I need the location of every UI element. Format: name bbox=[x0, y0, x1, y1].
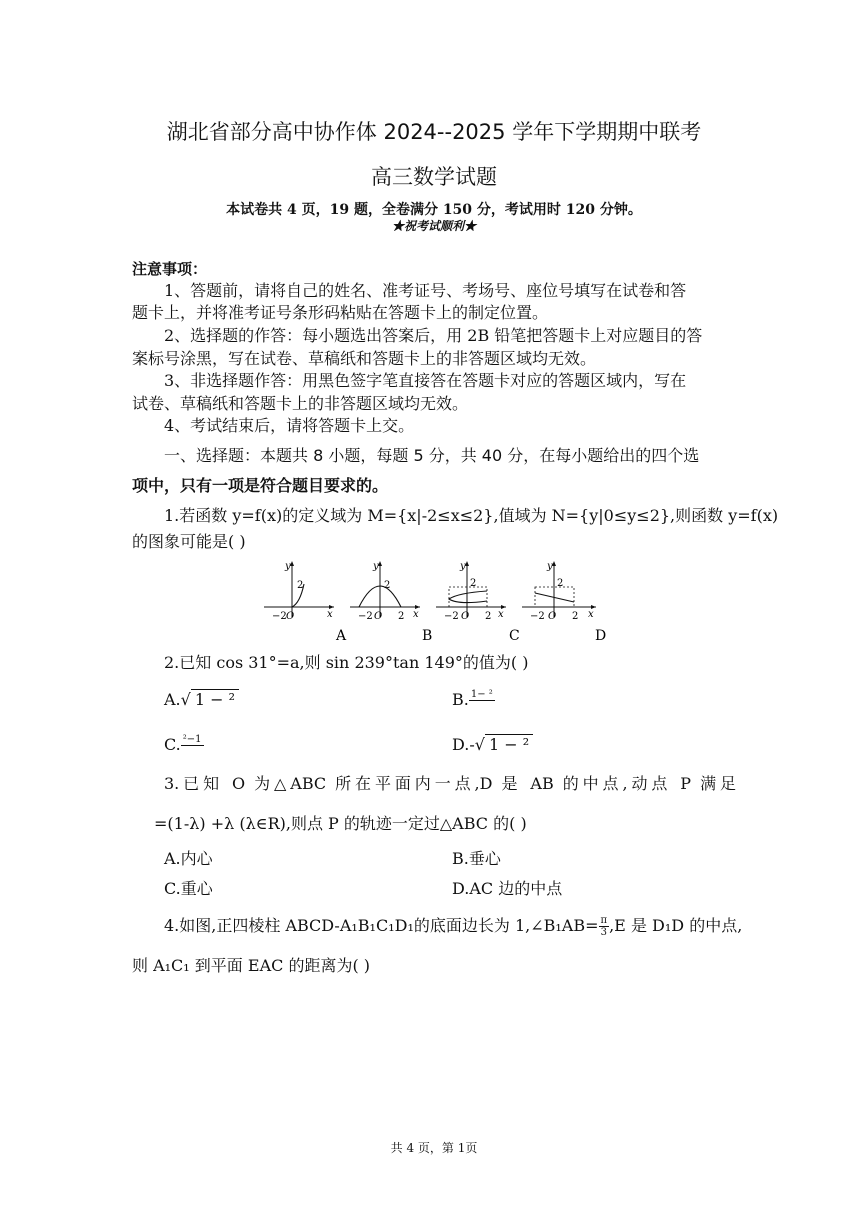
q1-stem-line-1: 1.若函数 y=f(x)的定义域为 M={x|-2≤x≤2},值域为 N={y|0≤y≤2},则函数 y=f(x) bbox=[164, 506, 779, 525]
q4-stem-line-2: 则 A₁C₁ 到平面 EAC 的距离为( ) bbox=[132, 956, 371, 975]
graph-d-tick-pos2: 2 bbox=[572, 611, 579, 622]
q2-option-b-prefix: B. bbox=[452, 690, 469, 709]
q4-angle-numerator: π bbox=[600, 915, 608, 926]
q2-stem: 2.已知 cos 31°=a,则 sin 239°tan 149°的值为( ) bbox=[164, 653, 529, 672]
graph-c-label: C bbox=[509, 628, 520, 644]
q2-option-a bbox=[164, 689, 239, 711]
exam-wish: ★祝考试顺利★ bbox=[391, 219, 476, 233]
graph-b-tick-neg2: −2 bbox=[358, 611, 373, 622]
q3-stem-line-2: =(1-λ) +λ (λ∈R),则点 P 的轨迹一定过△ABC 的( ) bbox=[154, 814, 527, 833]
graph-a-x-label: x bbox=[327, 609, 333, 620]
note-1-line-2: 题卡上，并将准考证号条形码粘贴在答题卡上的制定位置。 bbox=[132, 303, 549, 322]
graph-c-y-label: y bbox=[460, 561, 466, 572]
graph-a bbox=[264, 561, 347, 644]
graph-c-tick-pos2: 2 bbox=[485, 611, 492, 622]
graph-d-tick-neg2: −2 bbox=[530, 611, 545, 622]
note-2-line-2: 案标号涂黑，写在试卷、草稿纸和答题卡上的非答题区域均无效。 bbox=[132, 349, 597, 368]
q2-option-d-prefix: D.- bbox=[452, 735, 475, 754]
note-1-line-1: 1、答题前，请将自己的姓名、准考证号、考场号、座位号填写在试卷和答 bbox=[164, 281, 687, 300]
graph-d-label: D bbox=[595, 628, 607, 644]
graph-a-origin: O bbox=[286, 611, 295, 622]
q2-option-c bbox=[164, 734, 204, 757]
radical-icon: √ bbox=[474, 735, 485, 754]
q2-option-b-numerator: 1− ² bbox=[470, 689, 493, 700]
q4-stem-part-a: 4.如图,正四棱柱 ABCD-A₁B₁C₁D₁的底面边长为 1,∠B₁AB= bbox=[164, 916, 599, 935]
q3-option-c: C.重心 bbox=[164, 879, 213, 898]
graph-d-y-label: y bbox=[547, 561, 553, 572]
q3-option-a: A.内心 bbox=[164, 849, 213, 868]
q4-stem-part-b: ,E 是 D₁D 的中点, bbox=[609, 916, 743, 935]
graph-c-tick-2: 2 bbox=[470, 578, 477, 589]
graph-b-tick-pos2: 2 bbox=[398, 611, 405, 622]
graph-a-tick-neg2: −2 bbox=[272, 611, 287, 622]
q4-angle-denominator: 3 bbox=[600, 927, 607, 938]
radical-icon: √ bbox=[180, 690, 191, 709]
note-2-line-1: 2、选择题的作答：每小题选出答案后，用 2B 铅笔把答题卡上对应题目的答 bbox=[164, 326, 703, 345]
exam-title: 湖北省部分高中协作体 2024--2025 学年下学期期中联考 bbox=[166, 120, 702, 144]
q1-stem-line-2: 的图象可能是( ) bbox=[132, 532, 246, 551]
q2-option-a-prefix: A. bbox=[164, 690, 181, 709]
graph-a-y-label: y bbox=[285, 561, 291, 572]
notes-heading: 注意事项： bbox=[132, 260, 208, 278]
exam-info: 本试卷共 4 页，19 题，全卷满分 150 分，考试用时 120 分钟。 bbox=[226, 202, 642, 218]
section1-line-1: 一、选择题：本题共 8 小题，每题 5 分，共 40 分，在每小题给出的四个选 bbox=[164, 446, 700, 465]
q3-option-d: D.AC 边的中点 bbox=[452, 879, 563, 898]
graph-d bbox=[522, 561, 606, 644]
graph-a-tick-2: 2 bbox=[297, 580, 304, 591]
q4-stem-line-1 bbox=[164, 915, 742, 938]
graph-b bbox=[350, 561, 432, 644]
q3-option-b: B.垂心 bbox=[452, 849, 501, 868]
q2-option-d bbox=[452, 734, 533, 756]
q1-graphs bbox=[258, 555, 608, 647]
section1-line-2: 项中，只有一项是符合题目要求的。 bbox=[132, 476, 389, 495]
graph-b-label: B bbox=[422, 628, 433, 644]
q2-option-c-numerator: ²−1 bbox=[182, 734, 202, 745]
graph-b-origin: O bbox=[374, 611, 383, 622]
exam-subtitle: 高三数学试题 bbox=[371, 165, 497, 189]
graph-b-x-label: x bbox=[413, 609, 419, 620]
graph-a-label: A bbox=[336, 628, 347, 644]
q2-option-d-radicand: 1 − ² bbox=[485, 734, 533, 754]
note-3-line-1: 3、非选择题作答：用黑色签字笔直接答在答题卡对应的答题区域内，写在 bbox=[164, 371, 687, 390]
q2-option-c-prefix: C. bbox=[164, 735, 181, 754]
q2-option-a-radicand: 1 − ² bbox=[191, 689, 239, 709]
graph-c-tick-neg2: −2 bbox=[444, 611, 459, 622]
q3-stem-line-1: 3.已知 O 为△ABC 所在平面内一点,D 是 AB 的中点,动点 P 满足 bbox=[164, 774, 736, 793]
q2-option-b bbox=[452, 689, 495, 712]
graph-b-tick-2: 2 bbox=[384, 580, 391, 591]
graph-d-origin: O bbox=[548, 611, 557, 622]
note-4: 4、考试结束后，请将答题卡上交。 bbox=[164, 416, 415, 435]
graph-d-x-label: x bbox=[588, 609, 594, 620]
page-footer: 共 4 页，第 1页 bbox=[390, 1141, 478, 1155]
graph-c-x-label: x bbox=[498, 609, 504, 620]
graph-c-origin: O bbox=[461, 611, 470, 622]
graph-b-y-label: y bbox=[373, 561, 379, 572]
graph-c bbox=[436, 561, 520, 644]
note-3-line-2: 试卷、草稿纸和答题卡上的非答题区域均无效。 bbox=[132, 394, 469, 413]
graph-d-tick-2: 2 bbox=[557, 578, 564, 589]
